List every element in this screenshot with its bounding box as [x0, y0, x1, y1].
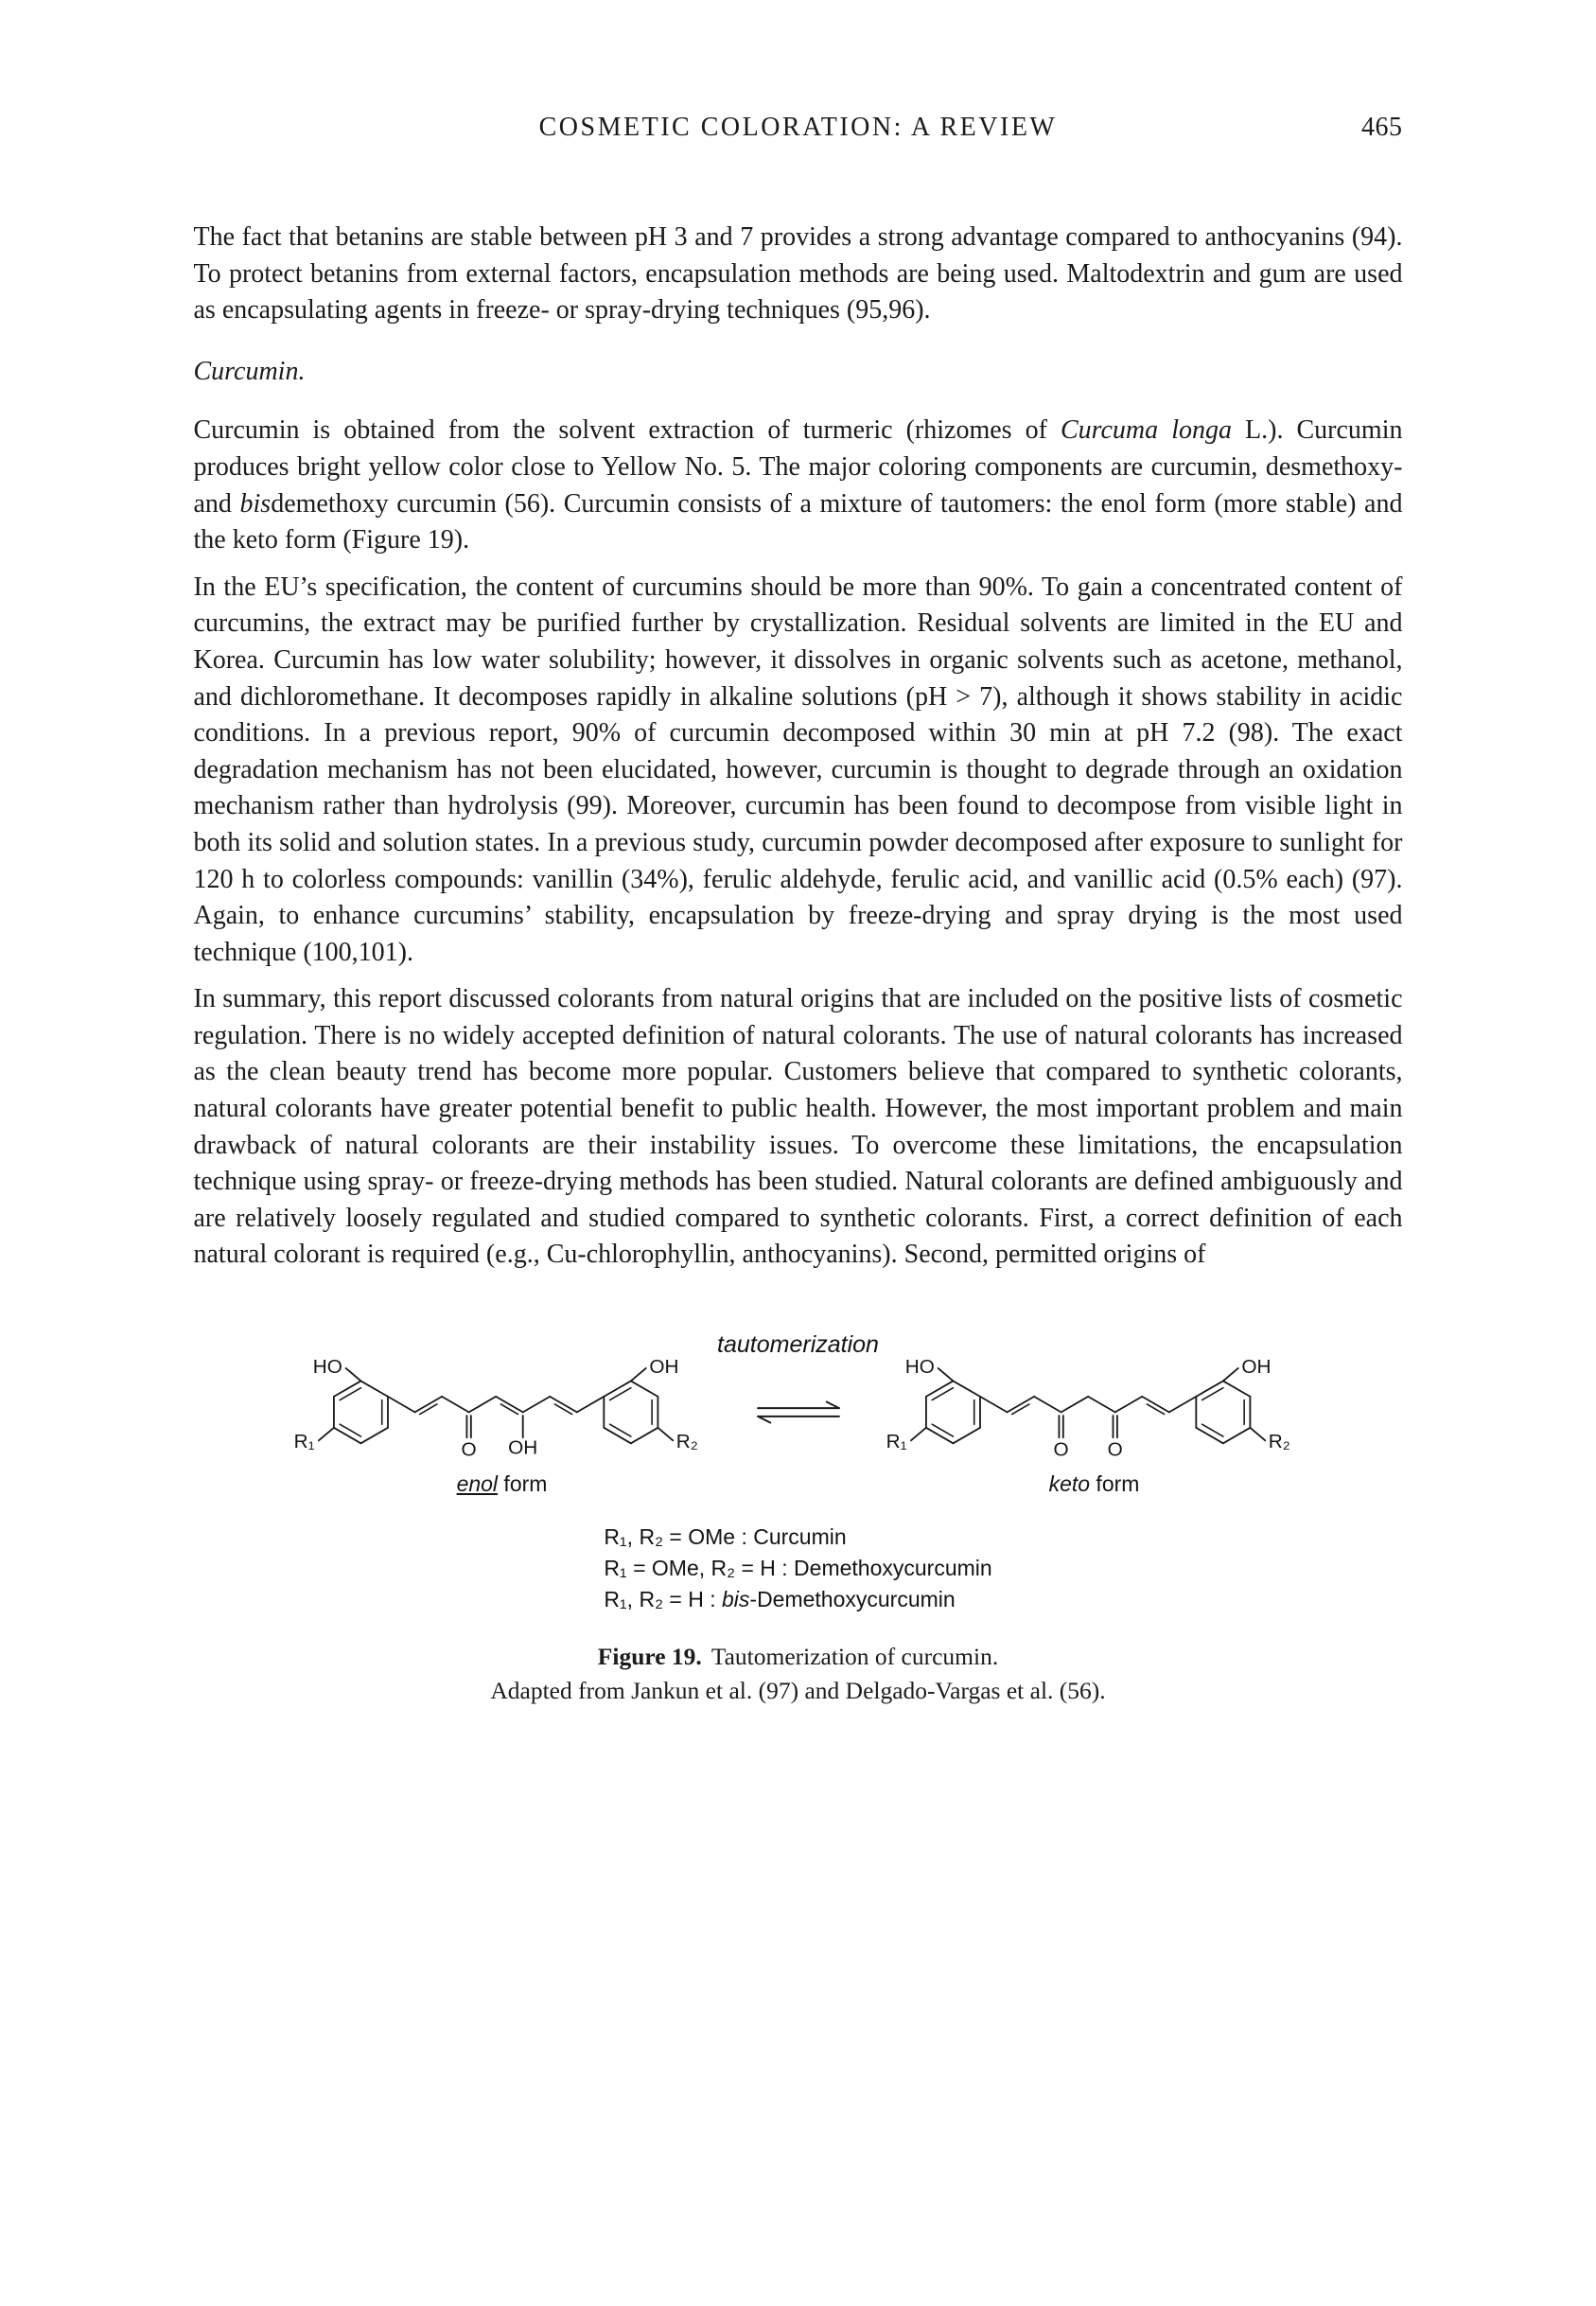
legend-line-demethoxycurcumin	[604, 1553, 991, 1584]
caption-line	[194, 1640, 1403, 1674]
text-run: In the EU’s specification, the content of curcumins should be more than 90%. To gain a concentrated content of curcumins, the extract may be purified further by crystallization. Residual solvents are limited in the EU and Korea. Curcumin has low water solubility; however, it dissolves in organic solvents such as acetone, methanol, and dichloromethane. It decomposes rapidly in alkaline solutions (pH > 7), although it shows stability in acidic conditions. In a previous report, 90% of curcumin decomposed within 30 min at pH 7.2 (98). The exact degradation mechanism has not been elucidated, however, curcumin is thought to degrade through an oxidation mechanism rather than hydrolysis (99). Moreover, curcumin has been found to decompose from visible light in both its solid and solution states. In a previous study, curcumin powder decomposed after exposure to sunlight for 120 h to colorless compounds: vanillin (34%), ferulic aldehyde, ferulic acid, and vanillic acid (0.5% each) (97). Again, to enhance curcumins’ stability, encapsulation by freeze-drying and spray drying is the most used technique (100,101).	[193, 572, 1403, 967]
atom-label: OH	[648, 1355, 679, 1378]
text-run: The fact that betanins are stable between pH 3 and 7 provides a strong advantage compared to anthocyanins (94). To protect betanins from external factors, encapsulation methods are being used. Maltodextrin and gum are used as encapsulating agents in freeze- or spray-drying techniques (95,96).	[193, 222, 1403, 326]
keto-structure	[872, 1306, 1317, 1468]
running-head	[194, 112, 1403, 144]
page-number: 465	[1361, 113, 1403, 142]
paragraph-betanins	[194, 220, 1403, 329]
paragraph-summary	[194, 981, 1403, 1274]
enol-molecule-block	[280, 1306, 725, 1497]
atom-label: HO	[312, 1355, 342, 1378]
atom-label: O	[461, 1438, 477, 1461]
text-run: bis	[239, 488, 272, 519]
running-head-title: COSMETIC COLORATION: A REVIEW	[538, 113, 1058, 142]
text-run: demethoxy curcumin (56). Curcumin consists of a mixture of tautomers: the enol form (more stable) and the keto form (Figure 19).	[193, 488, 1403, 555]
section-heading-curcumin: Curcumin.	[193, 356, 306, 386]
atom-label: O	[1107, 1438, 1123, 1461]
text-run: R₁, R₂ = H :	[604, 1587, 722, 1612]
enol-word: enol	[456, 1471, 499, 1497]
text-run: bis	[722, 1587, 750, 1612]
legend-line-bis-demethoxycurcumin	[604, 1584, 991, 1615]
atom-label: R₁	[293, 1431, 315, 1453]
paragraph-curcumin-intro	[194, 413, 1403, 558]
caption-figure-number: Figure 19.	[597, 1643, 702, 1671]
keto-form-label	[872, 1471, 1317, 1497]
text-run: Curcumin is obtained from the solvent extraction of turmeric (rhizomes of	[193, 415, 1061, 446]
text-run: L.). Curcumin produces bright yellow color close to Yellow No. 5. The major coloring components are curcumin, desmethoxy- and	[193, 415, 1403, 519]
legend-line-curcumin	[604, 1522, 991, 1553]
atom-label: OH	[1240, 1355, 1272, 1378]
enol-structure	[280, 1306, 725, 1468]
keto-word: keto	[1048, 1471, 1091, 1497]
atom-label: OH	[507, 1436, 537, 1459]
text-run: R₁ = OMe, R₂ = H : Demethoxycurcumin	[604, 1556, 992, 1581]
keto-form-word: form	[1090, 1471, 1140, 1497]
atom-label: R₂	[1268, 1431, 1290, 1453]
equilibrium-arrows-icon	[751, 1397, 846, 1428]
paragraph-curcumin-stability	[194, 570, 1403, 972]
figure-structures-row	[194, 1306, 1403, 1497]
figure-19	[194, 1306, 1403, 1708]
atom-label: R₁	[886, 1431, 907, 1453]
text-run: Curcuma longa	[1060, 415, 1232, 446]
enol-form-word: form	[498, 1471, 548, 1497]
figure-caption	[194, 1640, 1403, 1708]
enol-form-label	[280, 1471, 725, 1497]
text-run: R₁, R₂ = OMe : Curcumin	[604, 1524, 847, 1550]
figure-legend	[604, 1522, 991, 1615]
text-run: In summary, this report discussed colorants from natural origins that are included on the positive lists of cosmetic regulation. There is no widely accepted definition of natural colorants. The use of natural colorants has increased as the clean beauty trend has become more popular. Customers believe that compared to synthetic colorants, natural colorants have greater potential benefit to public health. However, the most important problem and main drawback of natural colorants are their instability issues. To overcome these limitations, the encapsulation technique using spray- or freeze-drying methods has been studied. Natural colorants are defined ambiguously and are relatively loosely regulated and studied compared to synthetic colorants. First, a correct definition of each natural colorant is required (e.g., Cu-chlorophyllin, anthocyanins). Second, permitted origins of	[193, 984, 1403, 1270]
text-run: -Demethoxycurcumin	[749, 1587, 956, 1612]
tautomerization-label: tautomerization	[717, 1331, 879, 1359]
text-column	[194, 0, 1403, 1708]
caption-title: Tautomerization of curcumin.	[710, 1643, 999, 1671]
keto-molecule-block	[872, 1306, 1317, 1497]
equilibrium-arrow-block	[717, 1331, 879, 1433]
atom-label: O	[1053, 1438, 1069, 1461]
caption-credit: Adapted from Jankun et al. (97) and Delgado-Vargas et al. (56).	[490, 1677, 1106, 1705]
atom-label: R₂	[675, 1431, 698, 1453]
atom-label: HO	[904, 1355, 935, 1378]
